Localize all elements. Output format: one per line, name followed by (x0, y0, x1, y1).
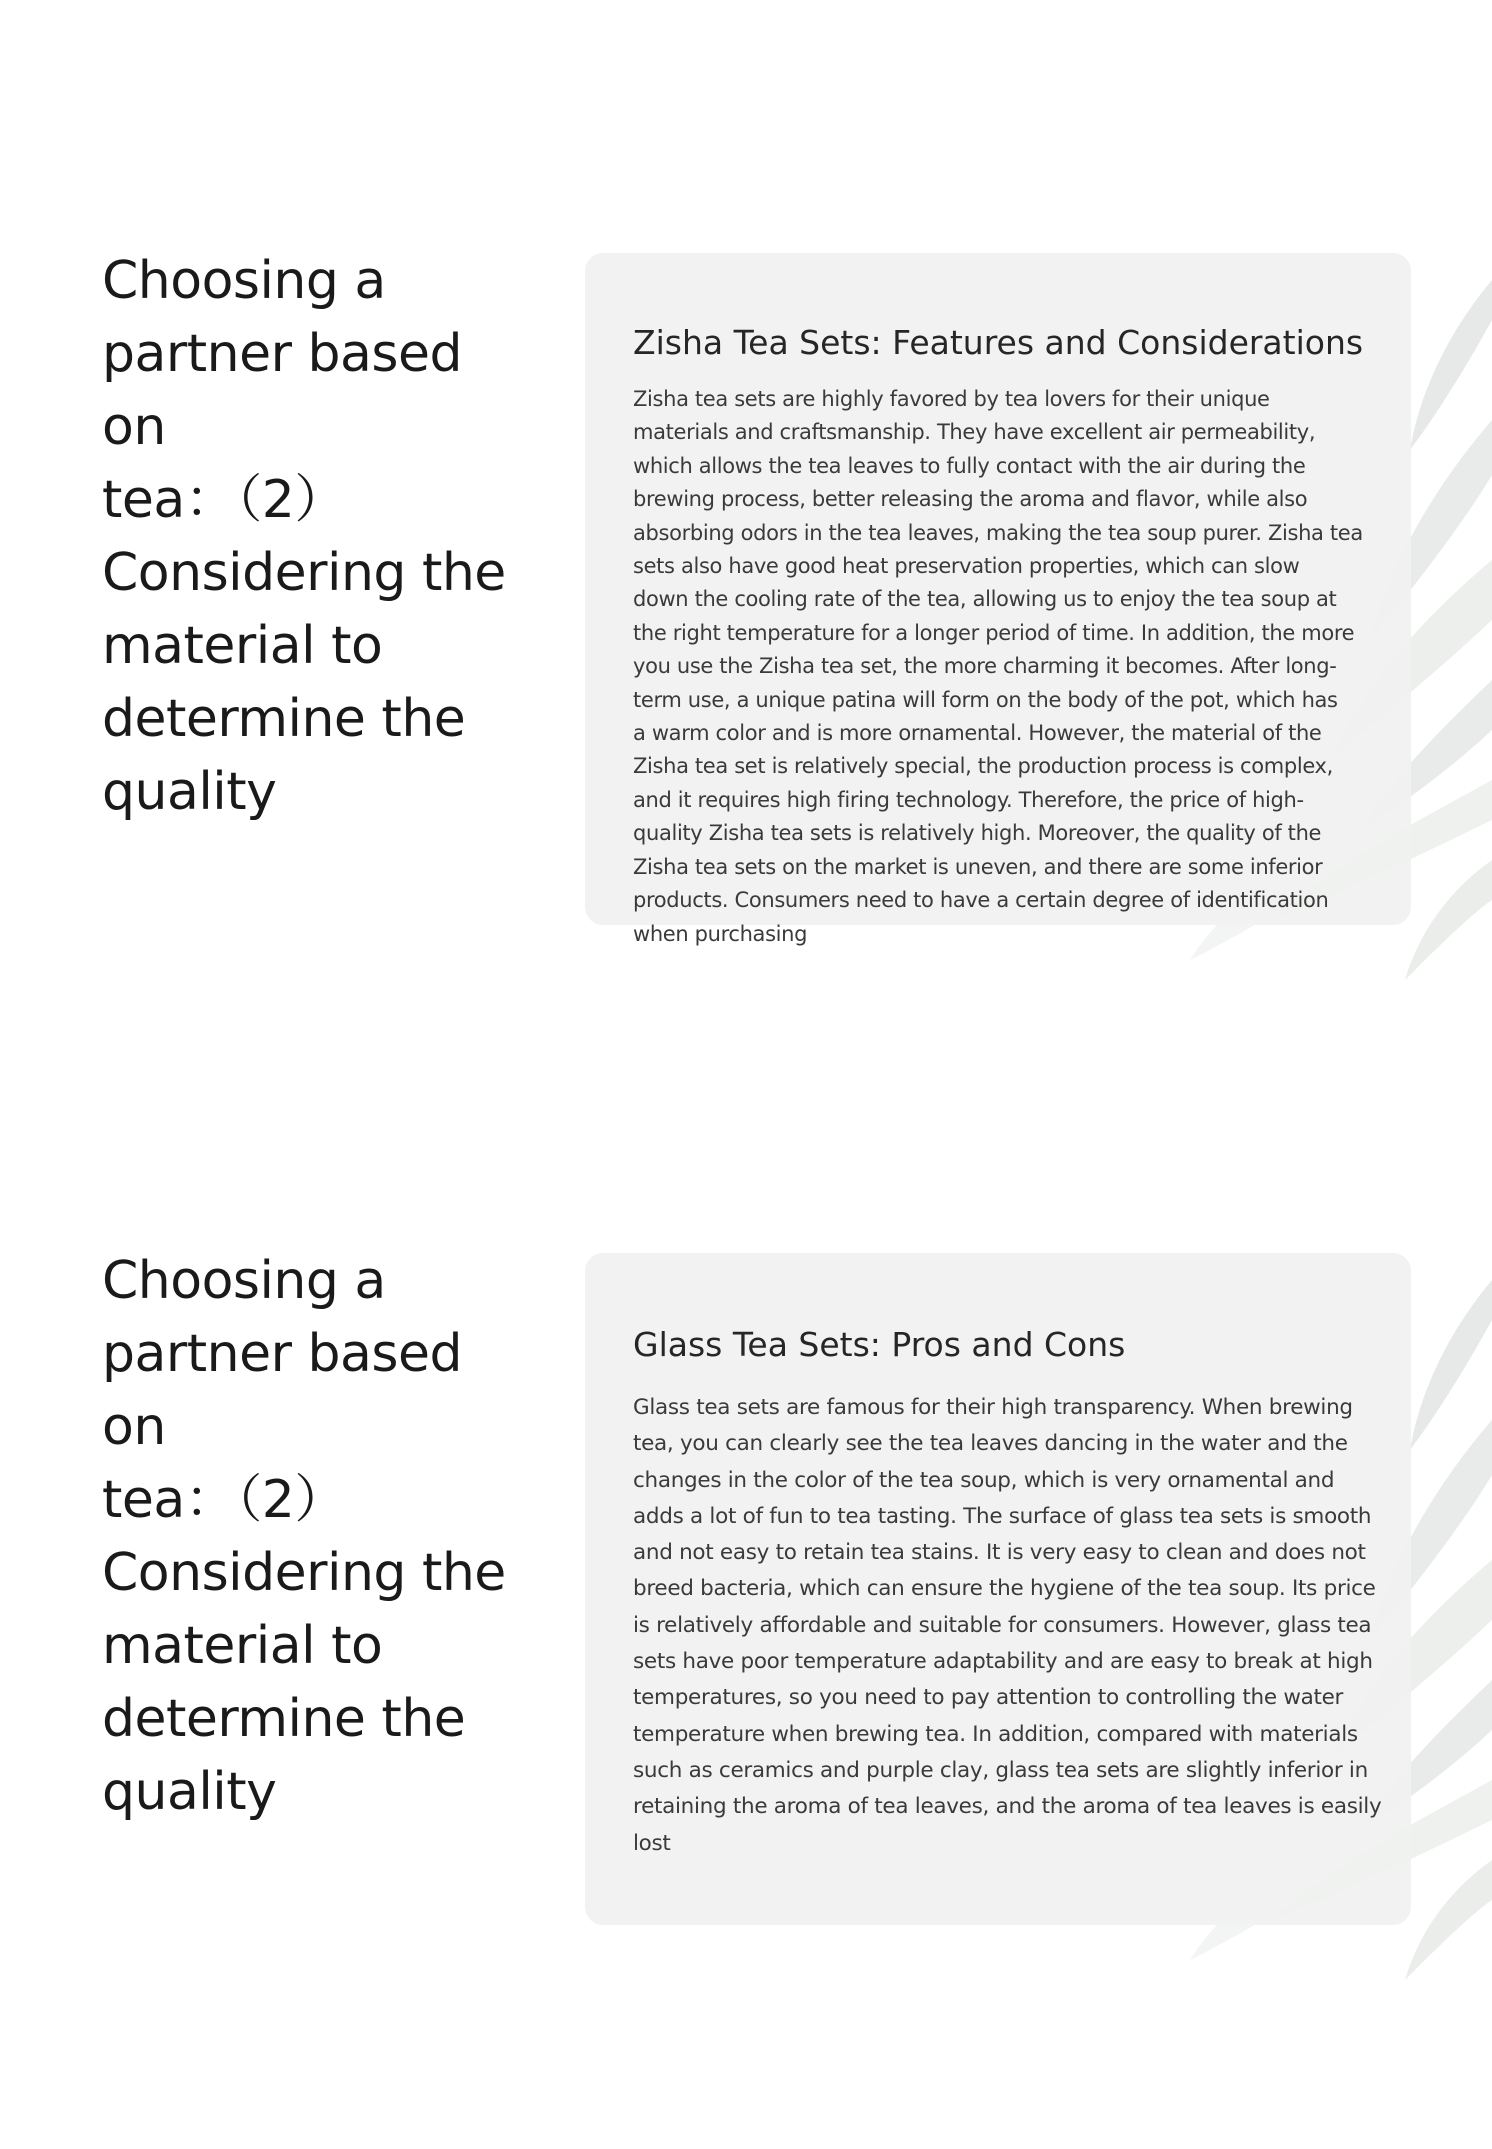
content-card (585, 253, 1411, 946)
card-body: Zisha tea sets are highly favored by tea lovers for their unique materials and craftsmanship. They have excellent air permeability, which allows the tea leaves to fully contact with the air during the brewing process, better releasing the aroma and flavor, while also absorbing odors in the tea leaves, making the tea soup purer. Zisha tea sets also have good heat preservation properties, which can slow down the cooling rate of the tea, allowing us to enjoy the tea soup at the right temperature for a longer period of time. In addition, the more you use the Zisha tea set, the more charming it becomes. After long- term use, a unique patina will form on the body of the pot, which has a warm color and is more ornamental. However, the material of the Zisha tea set is relatively special, the production process is complex, and it requires high firing technology. Therefore, the price of high- quality Zisha tea sets is relatively high. Moreover, the quality of the Zisha tea sets on the market is uneven, and there are some inferior products. Consumers need to have a certain degree of identification when purchasing (633, 387, 1363, 946)
page-title: Choosing a partner based on tea：（2） Considering the material to determine the quality (102, 251, 506, 822)
card-title: Zisha Tea Sets: Features and Considerations (633, 323, 1364, 362)
card-body: Glass tea sets are famous for their high transparency. When brewing tea, you can clearly see the tea leaves dancing in the water and the changes in the color of the tea soup, which is very ornamental and adds a lot of fun to tea tasting. The surface of glass tea sets is smooth and not easy to retain tea stains. It is very easy to clean and does not breed bacteria, which can ensure the hygiene of the tea soup. Its price is relatively affordable and suitable for consumers. However, glass tea sets have poor temperature adaptability and are easy to break at high temperatures, so you need to pay attention to controlling the water temperature when brewing tea. In addition, compared with materials such as ceramics and purple clay, glass tea sets are slightly inferior in retaining the aroma of tea leaves, and the aroma of tea leaves is easily lost (633, 1395, 1382, 1856)
page-title: Choosing a partner based on tea：（2） Considering the material to determine the quality (102, 1251, 506, 1822)
card-title: Glass Tea Sets: Pros and Cons (633, 1325, 1126, 1364)
slide-glass (0, 1000, 1492, 2000)
content-card (585, 1253, 1411, 1925)
slide-zisha (0, 0, 1492, 1000)
